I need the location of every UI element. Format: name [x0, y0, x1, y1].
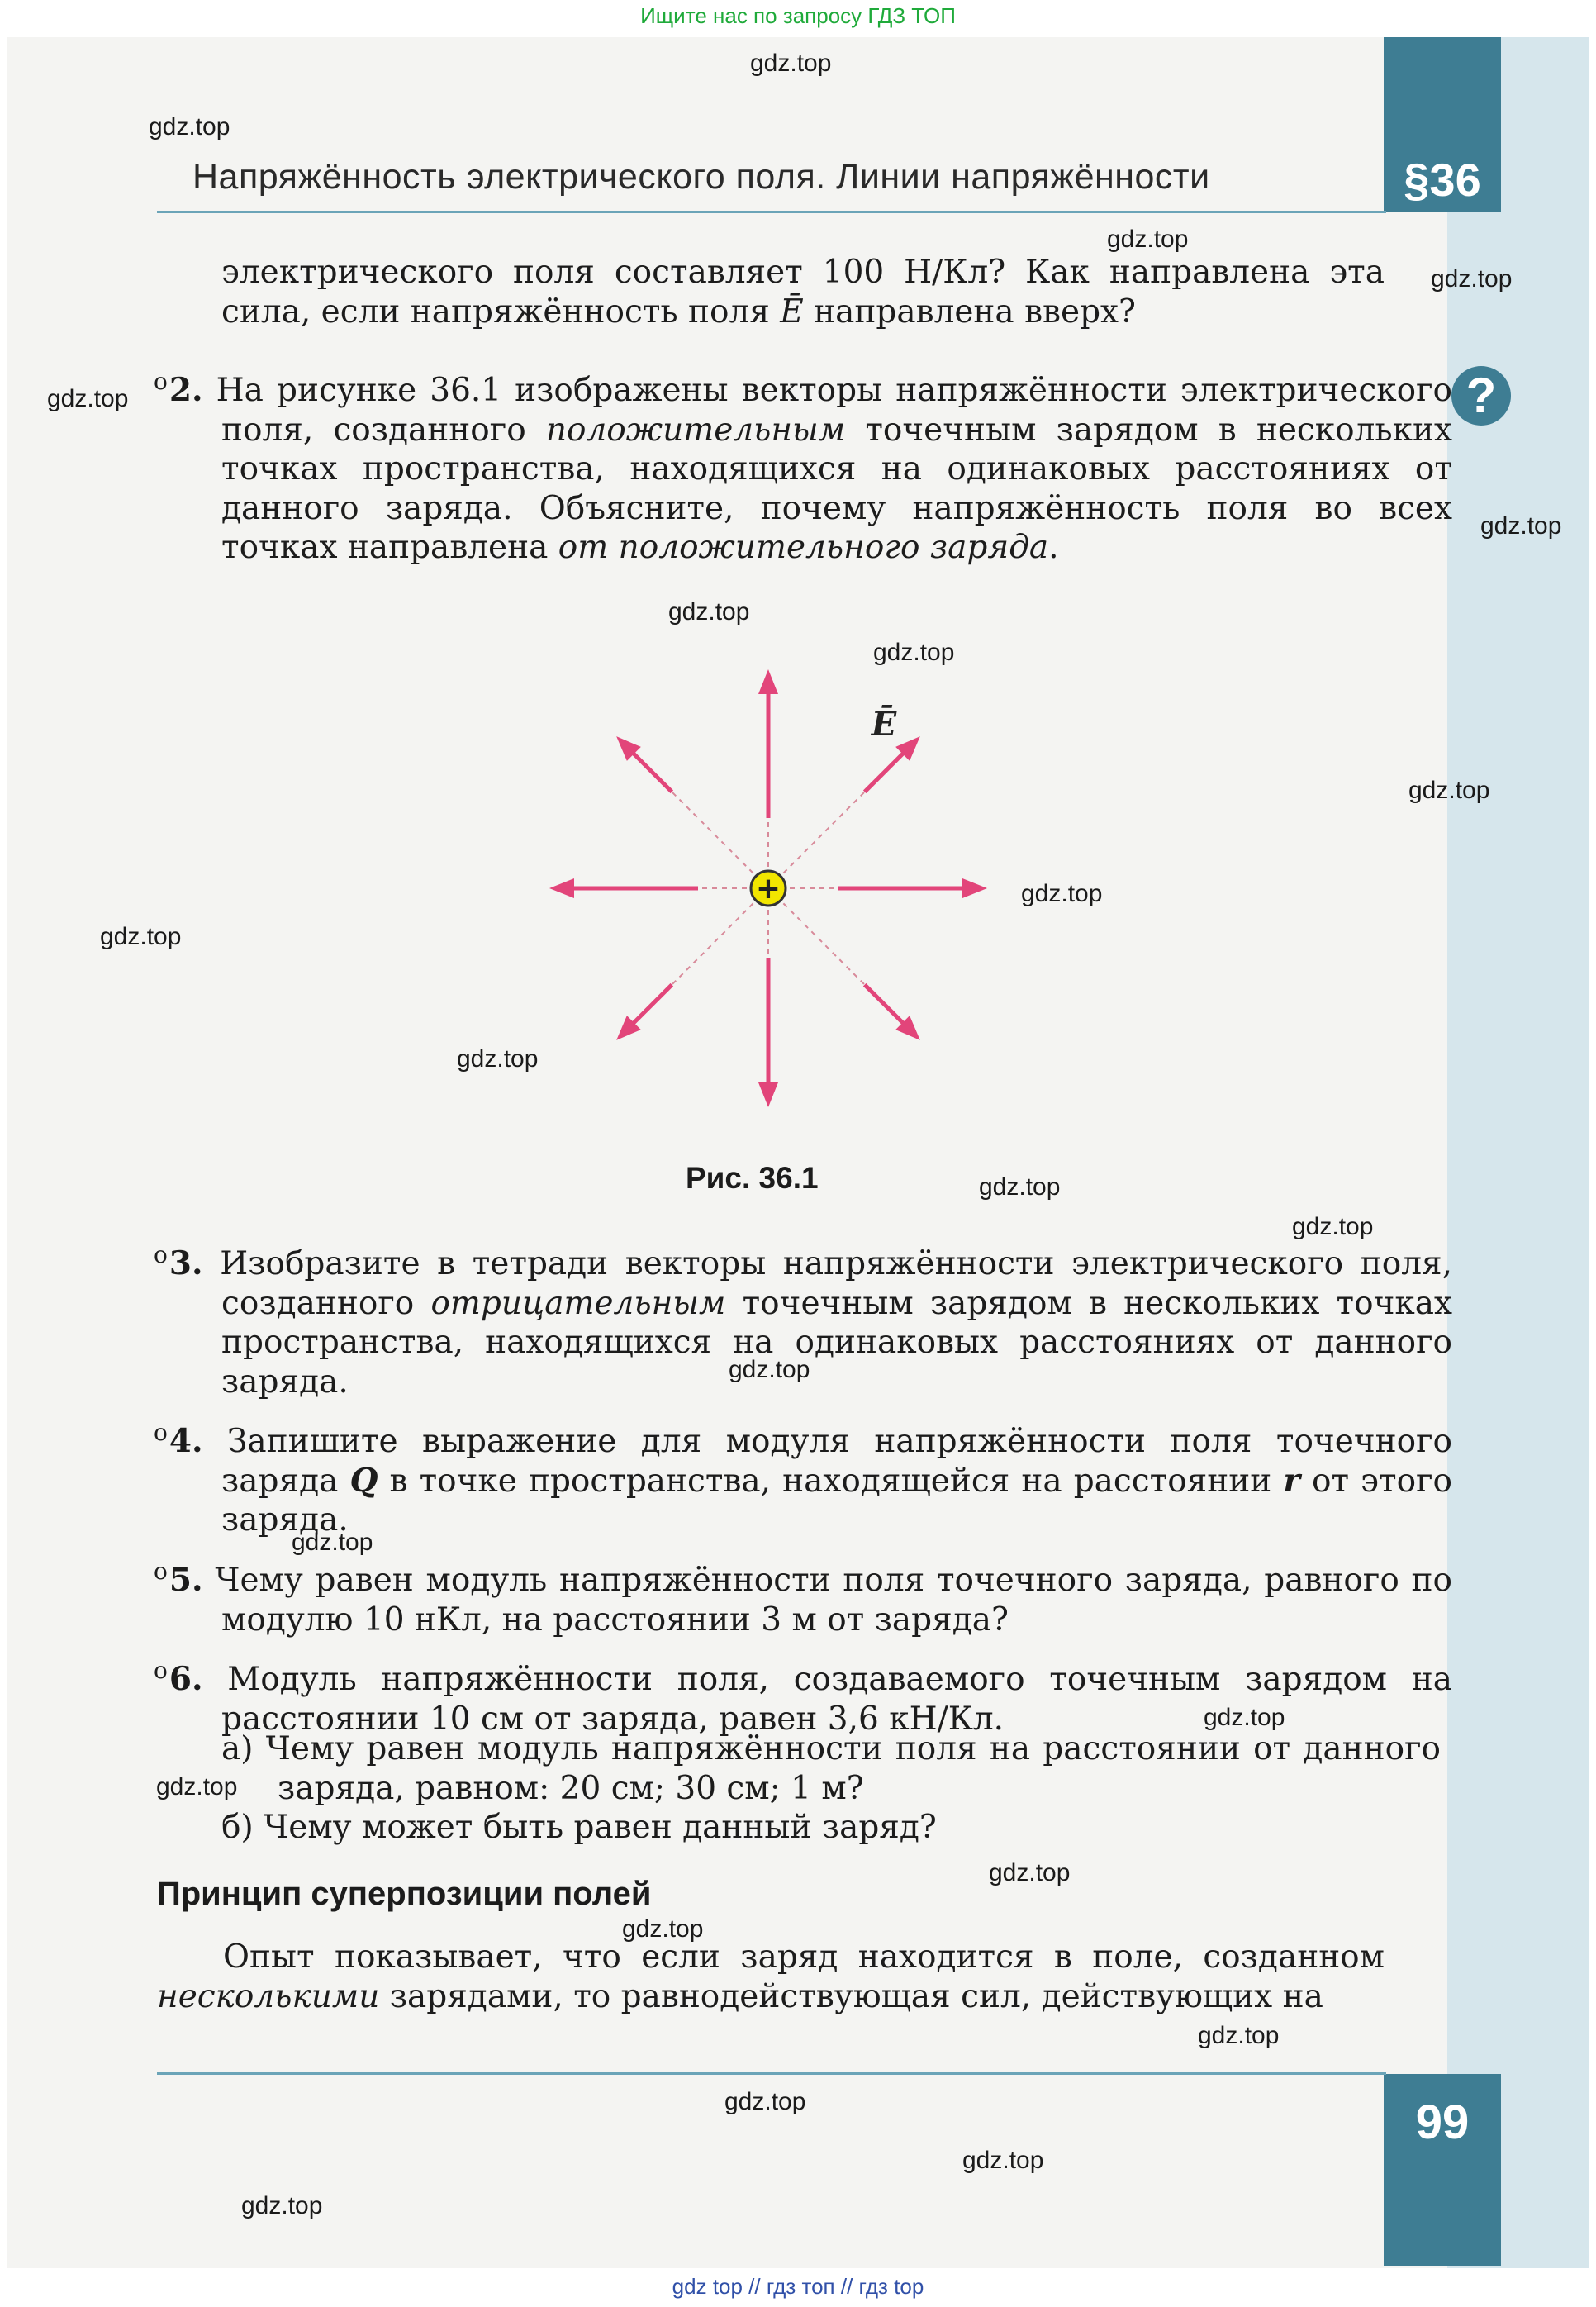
- watermark: gdz.top: [100, 923, 182, 950]
- ad-banner-top[interactable]: Ищите нас по запросу ГДЗ ТОП: [640, 3, 956, 28]
- watermark: gdz.top: [979, 1173, 1061, 1201]
- field-radial-guide: [783, 792, 864, 873]
- vector-label-e: Ē: [871, 705, 897, 744]
- field-vector-head-right: [962, 878, 987, 898]
- watermark: gdz.top: [1480, 512, 1562, 540]
- watermark: gdz.top: [668, 598, 750, 626]
- watermark: gdz.top: [1107, 226, 1189, 253]
- question-6-part-a: а) Чему равен модуль напряжённости поля на расстоянии от данного заряда, равном: 20 см; 30 см; 1 м?: [221, 1730, 1441, 1807]
- watermark: gdz.top: [724, 2088, 806, 2115]
- ad-banner-bottom[interactable]: gdz top // гдз топ // гдз top: [672, 2274, 924, 2299]
- footer-divider: [157, 2072, 1386, 2075]
- field-vector-head-left: [549, 878, 574, 898]
- figure-36-1: [529, 653, 1024, 1124]
- vector-e-symbol: Ē: [780, 293, 804, 331]
- charge-sign: +: [755, 872, 781, 906]
- watermark: gdz.top: [47, 385, 129, 412]
- watermark: gdz.top: [1021, 880, 1103, 907]
- watermark: gdz.top: [292, 1529, 373, 1556]
- watermark: gdz.top: [1204, 1704, 1285, 1731]
- watermark: gdz.top: [1292, 1213, 1374, 1240]
- field-radial-guide: [783, 903, 864, 984]
- watermark: gdz.top: [1408, 777, 1490, 804]
- watermark: gdz.top: [989, 1859, 1071, 1886]
- page-number: 99: [1415, 2095, 1470, 2149]
- question-3: $^о$3. Изобразите в тетради векторы напряжённости электрического поля, созданного отрицательным точечным зарядом в нескольких точках пространства, находящихся на одинаковых расстояниях от данного заряда.: [154, 1241, 1452, 1401]
- page-header-title: Напряжённость электрического поля. Линии напряжённости: [192, 157, 1210, 197]
- figure-caption: Рис. 36.1: [686, 1161, 819, 1195]
- watermark: gdz.top: [156, 1773, 238, 1800]
- subheading-superposition: Принцип суперпозиции полей: [157, 1876, 652, 1912]
- field-radial-guide: [672, 792, 753, 873]
- watermark: gdz.top: [729, 1356, 810, 1383]
- superposition-paragraph: Опыт показывает, что если заряд находится в поле, созданном несколькими зарядами, то равнодействующая сил, действующих на: [157, 1938, 1385, 2015]
- field-vector-down-left: [629, 985, 672, 1028]
- field-radial-guide: [672, 903, 753, 984]
- question-6-part-b: б) Чему может быть равен данный заряд?: [221, 1809, 937, 1846]
- watermark: gdz.top: [149, 113, 230, 140]
- field-vector-down-right: [865, 985, 908, 1028]
- field-vector-up-left: [629, 749, 672, 792]
- question-4: $^о$4. Запишите выражение для модуля напряжённости поля точечного заряда Q в точке пространства, находящейся на расстоянии r от этого заряда.: [154, 1419, 1452, 1539]
- section-number: §36: [1404, 154, 1481, 206]
- watermark: gdz.top: [873, 639, 955, 666]
- watermark: gdz.top: [457, 1045, 539, 1073]
- question-6: $^о$6. Модуль напряжённости поля, создаваемого точечным зарядом на расстоянии 10 см от заряда, равен 3,6 кН/Кл.: [154, 1657, 1452, 1738]
- question-5: $^о$5. Чему равен модуль напряжённости поля точечного заряда, равного по модулю 10 нКл, на расстоянии 3 м от заряда?: [154, 1558, 1452, 1639]
- field-vector-head-up: [758, 669, 778, 694]
- watermark: gdz.top: [962, 2147, 1044, 2174]
- watermark: gdz.top: [622, 1915, 704, 1943]
- watermark: gdz.top: [1431, 265, 1513, 293]
- watermark: gdz.top: [241, 2192, 323, 2219]
- header-divider: [157, 211, 1386, 213]
- field-vector-head-down: [758, 1082, 778, 1107]
- question-2: $^о$2. На рисунке 36.1 изображены векторы напряжённости электрического поля, созданного положительным точечным зарядом в нескольких точках пространства, находящихся на одинаковых расстояниях от данного заряда. Объясните, почему напряжённость поля во всех точках направлена от положительного заряда.: [154, 368, 1453, 566]
- question-mark-icon: ?: [1451, 366, 1511, 426]
- intro-paragraph: электрического поля составляет 100 Н/Кл? Как направлена эта сила, если напряжённость поля Ē направлена вверх?: [221, 254, 1385, 331]
- field-vector-up-right: [865, 749, 908, 792]
- watermark: gdz.top: [750, 50, 832, 77]
- watermark: gdz.top: [1198, 2022, 1280, 2049]
